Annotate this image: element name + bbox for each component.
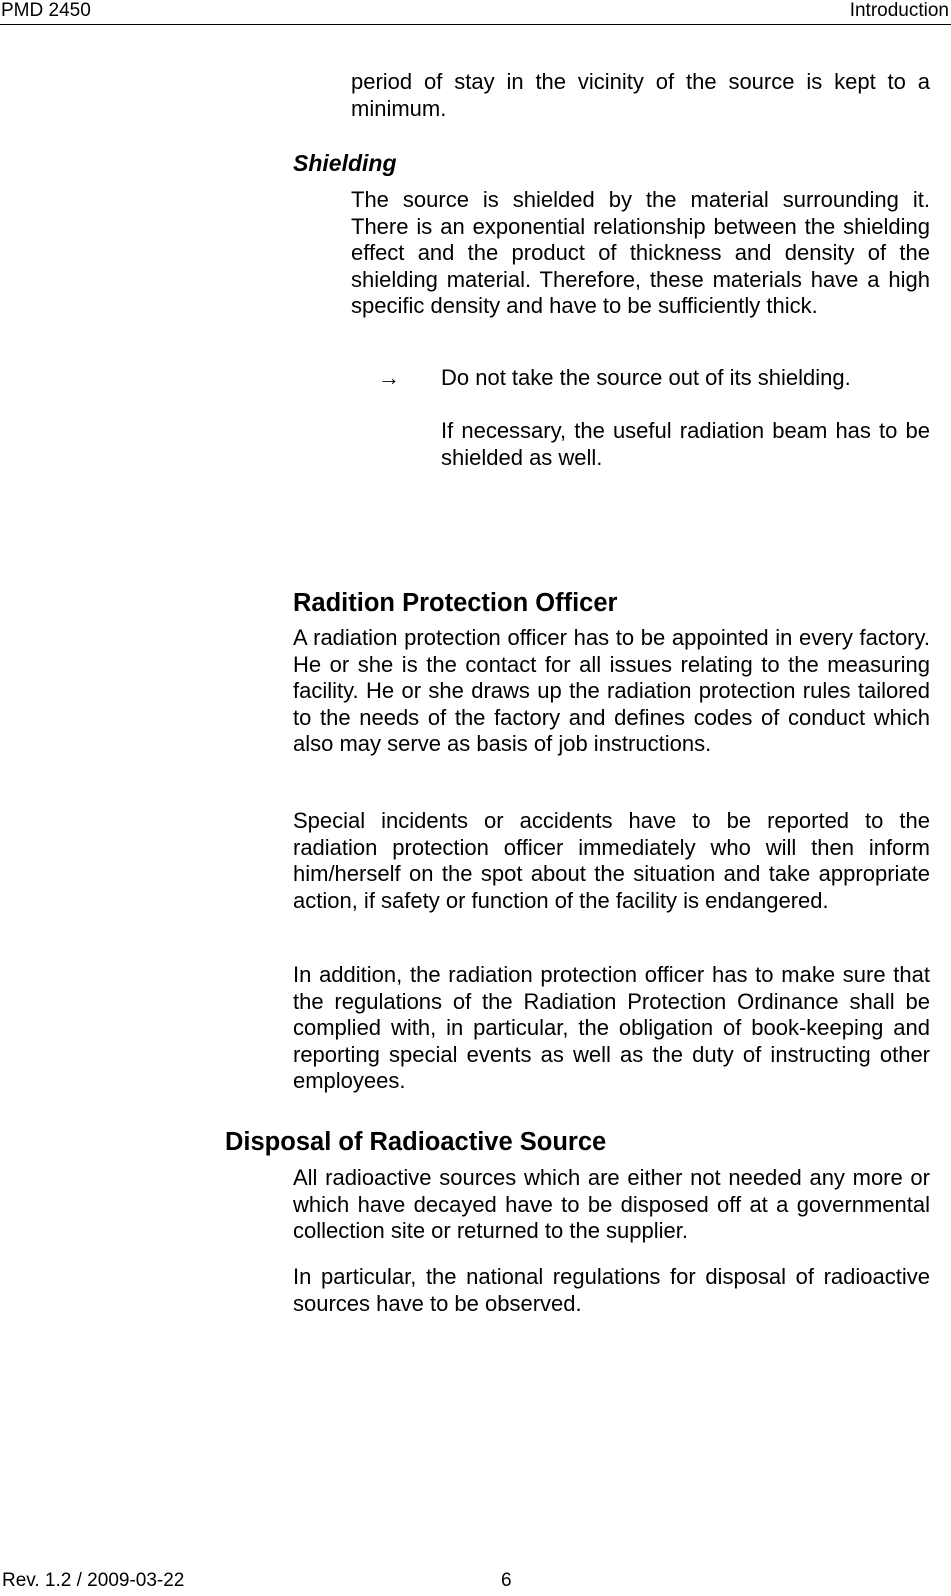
officer-heading: Radition Protection Officer xyxy=(293,589,618,617)
arrow-right-icon: → xyxy=(378,365,400,390)
footer-revision: Rev. 1.2 / 2009-03-22 xyxy=(2,1570,185,1591)
shielding-instruction-line-1: Do not take the source out of its shielding. xyxy=(441,365,851,390)
page-header xyxy=(0,0,951,25)
header-section-title: Introduction xyxy=(849,0,949,21)
officer-paragraph-1: A radiation protection officer has to be appointed in every factory. He or she is the contact for all issues relating to the measuring facility. He or she draws up the radiation protection rules tailored to the needs of the factory and defines codes of conduct which also may serve as basis of job instructions. xyxy=(293,625,930,757)
disposal-heading: Disposal of Radioactive Source xyxy=(225,1128,607,1156)
shielding-instruction-line-2: If necessary, the useful radiation beam has to be shielded as well. xyxy=(441,418,930,470)
shielding-paragraph: The source is shielded by the material surrounding it. There is an exponential relationship between the shielding effect and the product of thickness and density of the shielding material. Therefore, these materials have a high specific density and have to be sufficiently thick. xyxy=(351,187,930,319)
intro-continuation-paragraph: period of stay in the vicinity of the source is kept to a minimum. xyxy=(351,69,930,121)
shielding-heading: Shielding xyxy=(293,150,397,176)
disposal-paragraph-2: In particular, the national regulations for disposal of radioactive sources have to be observed. xyxy=(293,1264,930,1316)
disposal-paragraph-1: All radioactive sources which are either not needed any more or which have decayed have to be disposed off at a governmental collection site or returned to the supplier. xyxy=(293,1165,930,1244)
shielding-instruction-text xyxy=(441,365,930,471)
officer-paragraph-3: In addition, the radiation protection officer has to make sure that the regulations of the Radiation Protection Ordinance shall be complied with, in particular, the obligation of book-keeping and reporting special events as well as the duty of instructing other employees. xyxy=(293,962,930,1094)
footer-page-number: 6 xyxy=(501,1570,512,1591)
officer-paragraph-2: Special incidents or accidents have to be reported to the radiation protection officer immediately who will then inform him/herself on the spot about the situation and take appropriate action, if safety or function of the facility is endangered. xyxy=(293,808,930,913)
header-document-id: PMD 2450 xyxy=(1,0,91,21)
